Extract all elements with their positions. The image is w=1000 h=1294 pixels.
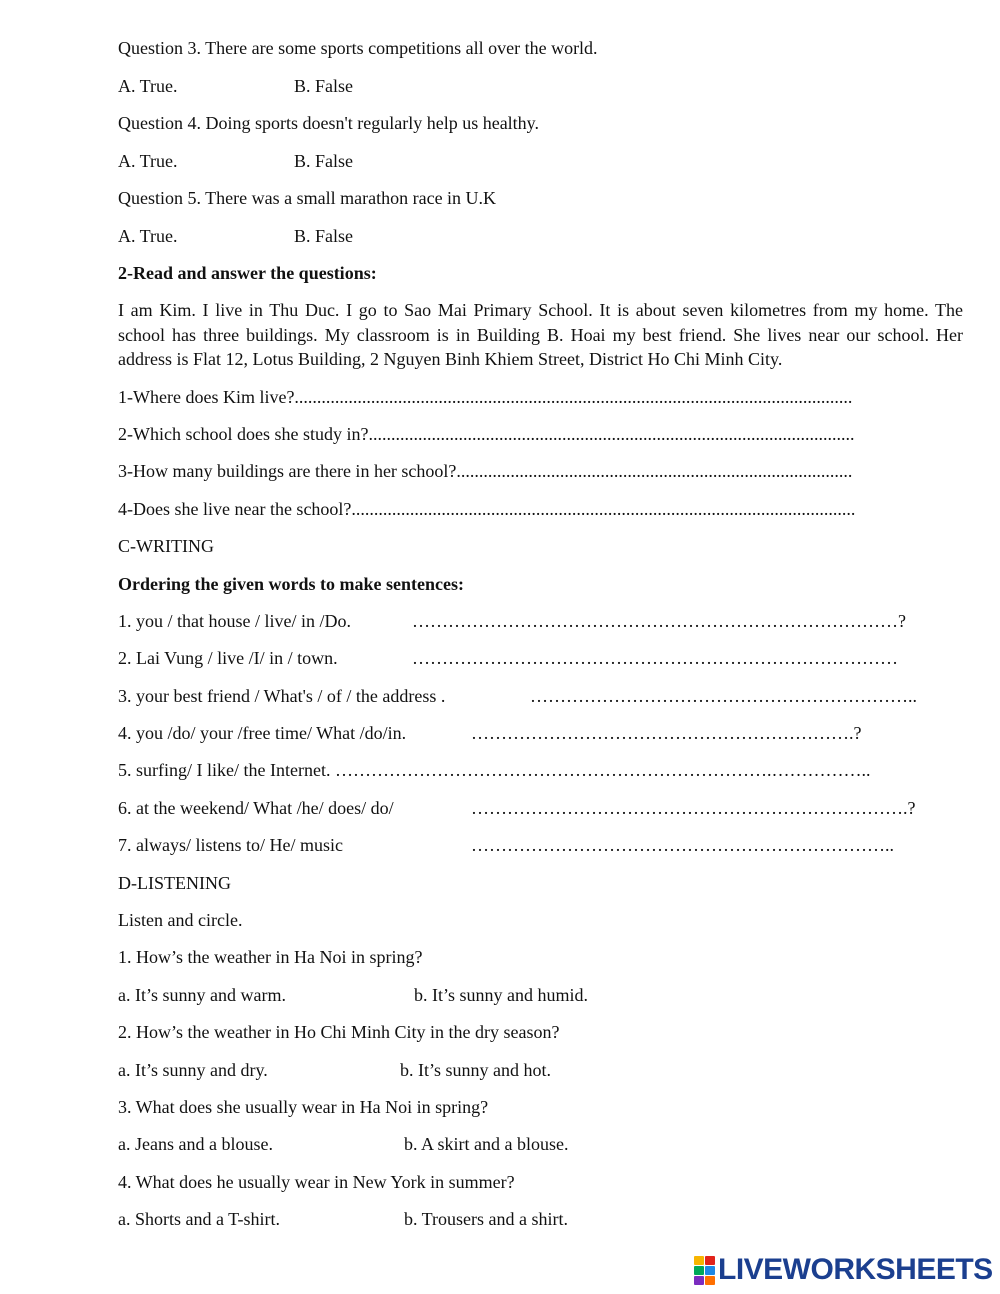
answer-blank[interactable]: ………………………………………………………………………?	[412, 611, 906, 631]
answer-blank[interactable]: ……………………………………………………………….?	[471, 798, 916, 818]
option-a[interactable]: A. True.	[118, 151, 178, 171]
listening-options-1	[118, 983, 588, 1007]
writing-prompt: 6. at the weekend/ What /he/ does/ do/	[118, 798, 394, 818]
option-b[interactable]: B. False	[294, 151, 354, 171]
option-a[interactable]: a. Shorts and a T-shirt.	[118, 1209, 280, 1229]
answer-blank[interactable]: ……………………………………………………………..	[471, 835, 894, 855]
listening-instruction: Listen and circle.	[118, 910, 243, 930]
logo-block	[705, 1266, 715, 1275]
writing-item-5	[118, 758, 870, 782]
option-a[interactable]: A. True.	[118, 76, 178, 96]
option-b[interactable]: B. False	[294, 76, 354, 96]
question-3: Question 3. There are some sports competitions all over the world.	[118, 38, 598, 58]
answer-blank[interactable]: ……………………………………………………….?	[471, 723, 862, 743]
listening-section-title: D-LISTENING	[118, 873, 231, 893]
listening-options-4	[118, 1207, 569, 1231]
question-4: Question 4. Doing sports doesn't regularly help us healthy.	[118, 113, 540, 133]
writing-prompt: 4. you /do/ your /free time/ What /do/in.	[118, 723, 407, 743]
option-a[interactable]: a. Jeans and a blouse.	[118, 1134, 273, 1154]
writing-item-2	[118, 646, 898, 670]
writing-prompt[interactable]: 5. surfing/ I like/ the Internet. ……………………………………………………………….……………..	[118, 760, 871, 780]
logo-block	[694, 1266, 704, 1275]
question-5-options	[118, 224, 354, 248]
listening-question-2: 2. How’s the weather in Ho Chi Minh City in the dry season?	[118, 1022, 560, 1042]
reading-question-4: 4-Does she live near the school?................................................................................................................	[118, 499, 856, 519]
listening-options-3	[118, 1132, 569, 1156]
option-b[interactable]: b. Trousers and a shirt.	[404, 1209, 569, 1229]
listening-question-3: 3. What does she usually wear in Ha Noi in spring?	[118, 1097, 489, 1117]
writing-prompt: 1. you / that house / live/ in /Do.	[118, 611, 351, 631]
option-b[interactable]: B. False	[294, 226, 354, 246]
listening-question-1: 1. How’s the weather in Ha Noi in spring?	[118, 947, 423, 967]
logo-block	[705, 1276, 715, 1285]
reading-question-1: 1-Where does Kim live?............................................................................................................................	[118, 387, 853, 407]
reading-heading: 2-Read and answer the questions:	[118, 263, 377, 283]
writing-section-title: C-WRITING	[118, 536, 214, 556]
writing-item-4	[118, 721, 862, 745]
option-a[interactable]: A. True.	[118, 226, 178, 246]
option-a[interactable]: a. It’s sunny and dry.	[118, 1060, 268, 1080]
writing-prompt: 7. always/ listens to/ He/ music	[118, 835, 343, 855]
answer-blank[interactable]: ………………………………………………………..	[530, 686, 917, 706]
listening-options-2	[118, 1058, 551, 1082]
reading-question-3: 3-How many buildings are there in her school?........................................................................................	[118, 461, 853, 481]
logo-block	[705, 1256, 715, 1265]
logo-block	[694, 1276, 704, 1285]
liveworksheets-logo	[694, 1253, 993, 1287]
question-5: Question 5. There was a small marathon race in U.K	[118, 188, 497, 208]
writing-item-3	[118, 684, 917, 708]
option-b[interactable]: b. It’s sunny and hot.	[400, 1060, 551, 1080]
writing-prompt: 3. your best friend / What's / of / the address .	[118, 686, 446, 706]
answer-blank[interactable]: ………………………………………………………………………	[412, 648, 898, 668]
writing-item-7	[118, 833, 894, 857]
question-4-options	[118, 149, 354, 173]
option-a[interactable]: a. It’s sunny and warm.	[118, 985, 286, 1005]
listening-question-4: 4. What does he usually wear in New York in summer?	[118, 1172, 515, 1192]
logo-block	[694, 1256, 704, 1265]
question-3-options	[118, 74, 354, 98]
logo-text: LIVEWORKSHEETS	[718, 1253, 993, 1286]
reading-question-2: 2-Which school does she study in?............................................................................................................	[118, 424, 855, 444]
writing-heading: Ordering the given words to make sentences:	[118, 574, 464, 594]
writing-item-1	[118, 609, 906, 633]
writing-prompt: 2. Lai Vung / live /I/ in / town.	[118, 648, 338, 668]
logo-blocks-icon	[694, 1256, 716, 1284]
option-b[interactable]: b. A skirt and a blouse.	[404, 1134, 569, 1154]
option-b[interactable]: b. It’s sunny and humid.	[414, 985, 588, 1005]
reading-passage: I am Kim. I live in Thu Duc. I go to Sao Mai Primary School. It is about seven kilometres from my home. The school has three buildings. My classroom is in Building B. Hoai my best friend. She lives near our school. Her address is Flat 12, Lotus Building, 2 Nguyen Binh Khiem Street, District Ho Chi Minh City.	[118, 300, 963, 369]
writing-item-6	[118, 796, 916, 820]
